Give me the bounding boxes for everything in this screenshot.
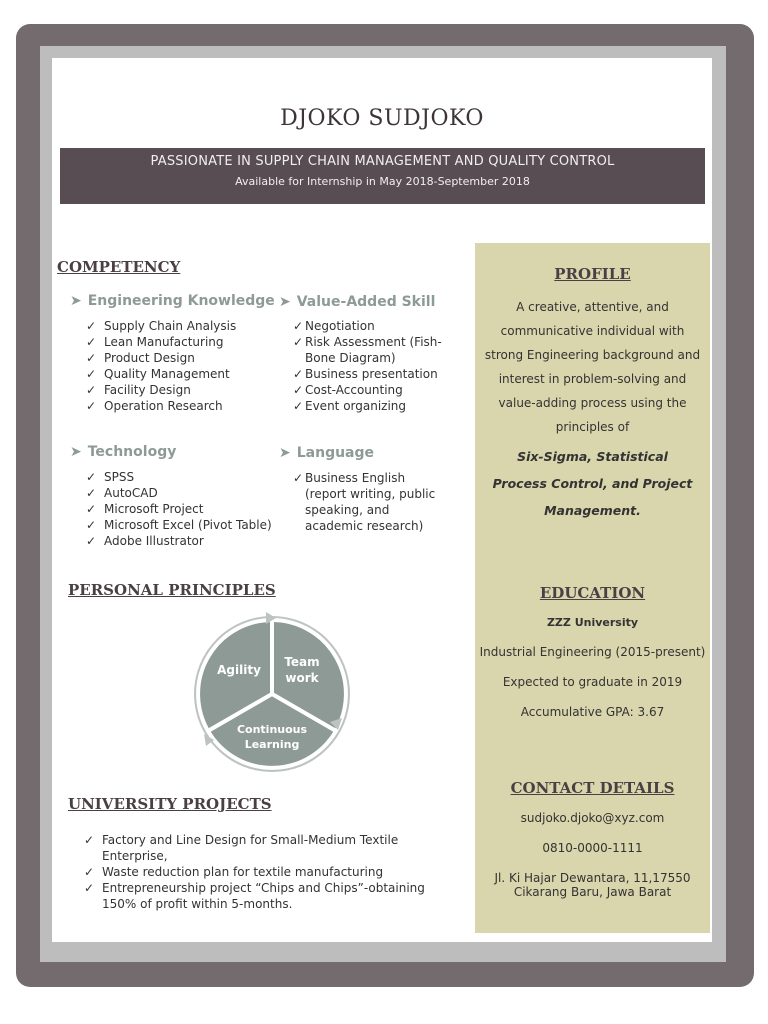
- chevron-right-icon: ➤: [70, 444, 82, 460]
- value-added-skill-list: [293, 318, 443, 414]
- engineering-knowledge-list: [86, 318, 266, 414]
- cycle-label: Learning: [244, 738, 300, 751]
- subhead-technology: ➤ Technology: [70, 444, 177, 460]
- tagline: PASSIONATE IN SUPPLY CHAIN MANAGEMENT AND QUALITY CONTROL: [150, 154, 615, 169]
- list-item: ✓ Operation Research: [86, 398, 266, 414]
- principles-cycle-diagram: [192, 606, 352, 776]
- education-program: Industrial Engineering (2015-present): [479, 645, 706, 659]
- list-item: ✓ Business English (report writing, public speaking, and academic research): [293, 470, 443, 534]
- list-item: ✓ Microsoft Project: [86, 501, 286, 517]
- contact-email: sudjoko.djoko@xyz.com: [520, 811, 665, 825]
- chevron-right-icon: ➤: [279, 294, 291, 310]
- list-item: ✓ Cost-Accounting: [293, 382, 443, 398]
- list-item: ✓ Microsoft Excel (Pivot Table): [86, 517, 286, 533]
- projects-list: [84, 832, 444, 912]
- availability: Available for Internship in May 2018-September 2018: [235, 175, 530, 188]
- contact-title: CONTACT DETAILS: [510, 779, 675, 797]
- header-banner: [60, 148, 705, 204]
- list-item: ✓ Risk Assessment (Fish-Bone Diagram): [293, 334, 443, 366]
- cycle-label: Agility: [217, 663, 261, 677]
- education-university: ZZZ University: [546, 616, 639, 629]
- chevron-right-icon: ➤: [279, 445, 291, 461]
- subhead-value-added-skill: ➤ Value-Added Skill: [279, 294, 436, 310]
- list-item: ✓ AutoCAD: [86, 485, 286, 501]
- list-item: ✓ Adobe Illustrator: [86, 533, 286, 549]
- technology-list: [86, 469, 286, 549]
- education-title: EDUCATION: [539, 584, 646, 602]
- list-item: ✓ Lean Manufacturing: [86, 334, 266, 350]
- personal-principles-title: PERSONAL PRINCIPLES: [68, 581, 276, 599]
- language-list: [293, 470, 443, 534]
- contact-phone: 0810-0000-1111: [542, 841, 643, 855]
- list-item: ✓ Entrepreneurship project “Chips and Chips”-obtaining 150% of profit within 5-months.: [84, 880, 444, 912]
- chevron-right-icon: ➤: [70, 293, 82, 309]
- cycle-label: work: [285, 671, 319, 685]
- candidate-name: DJOKO SUDJOKO: [280, 106, 484, 131]
- list-item: ✓ Product Design: [86, 350, 266, 366]
- list-item: ✓ Event organizing: [293, 398, 443, 414]
- education-graduation: Expected to graduate in 2019: [502, 675, 683, 689]
- university-projects-title: UNIVERSITY PROJECTS: [68, 795, 272, 813]
- list-item: ✓ Negotiation: [293, 318, 443, 334]
- list-item: ✓ SPSS: [86, 469, 286, 485]
- contact-address-line1: Jl. Ki Hajar Dewantara, 11,17550: [494, 871, 691, 885]
- list-item: ✓ Factory and Line Design for Small-Medium Textile Enterprise,: [84, 832, 444, 864]
- list-item: ✓ Supply Chain Analysis: [86, 318, 266, 334]
- competency-title: COMPETENCY: [57, 258, 181, 276]
- contact-address-line2: Cikarang Baru, Jawa Barat: [513, 885, 672, 899]
- cycle-label: Team: [284, 655, 320, 669]
- list-item: ✓ Waste reduction plan for textile manufacturing: [84, 864, 444, 880]
- list-item: ✓ Quality Management: [86, 366, 266, 382]
- subhead-engineering-knowledge: ➤ Engineering Knowledge: [70, 293, 275, 309]
- cycle-label: Continuous: [236, 723, 308, 736]
- education-gpa: Accumulative GPA: 3.67: [520, 705, 665, 719]
- profile-emphasis: Six-Sigma, Statistical Process Control, and Project Management.: [492, 449, 693, 518]
- sidebar-panel: [475, 243, 710, 933]
- profile-text: A creative, attentive, and communicative individual with strong Engineering background and interest in problem-solving and value-adding process using the principles of: [484, 300, 701, 434]
- list-item: ✓ Business presentation: [293, 366, 443, 382]
- subhead-language: ➤ Language: [279, 445, 375, 461]
- list-item: ✓ Facility Design: [86, 382, 266, 398]
- profile-title: PROFILE: [554, 265, 631, 283]
